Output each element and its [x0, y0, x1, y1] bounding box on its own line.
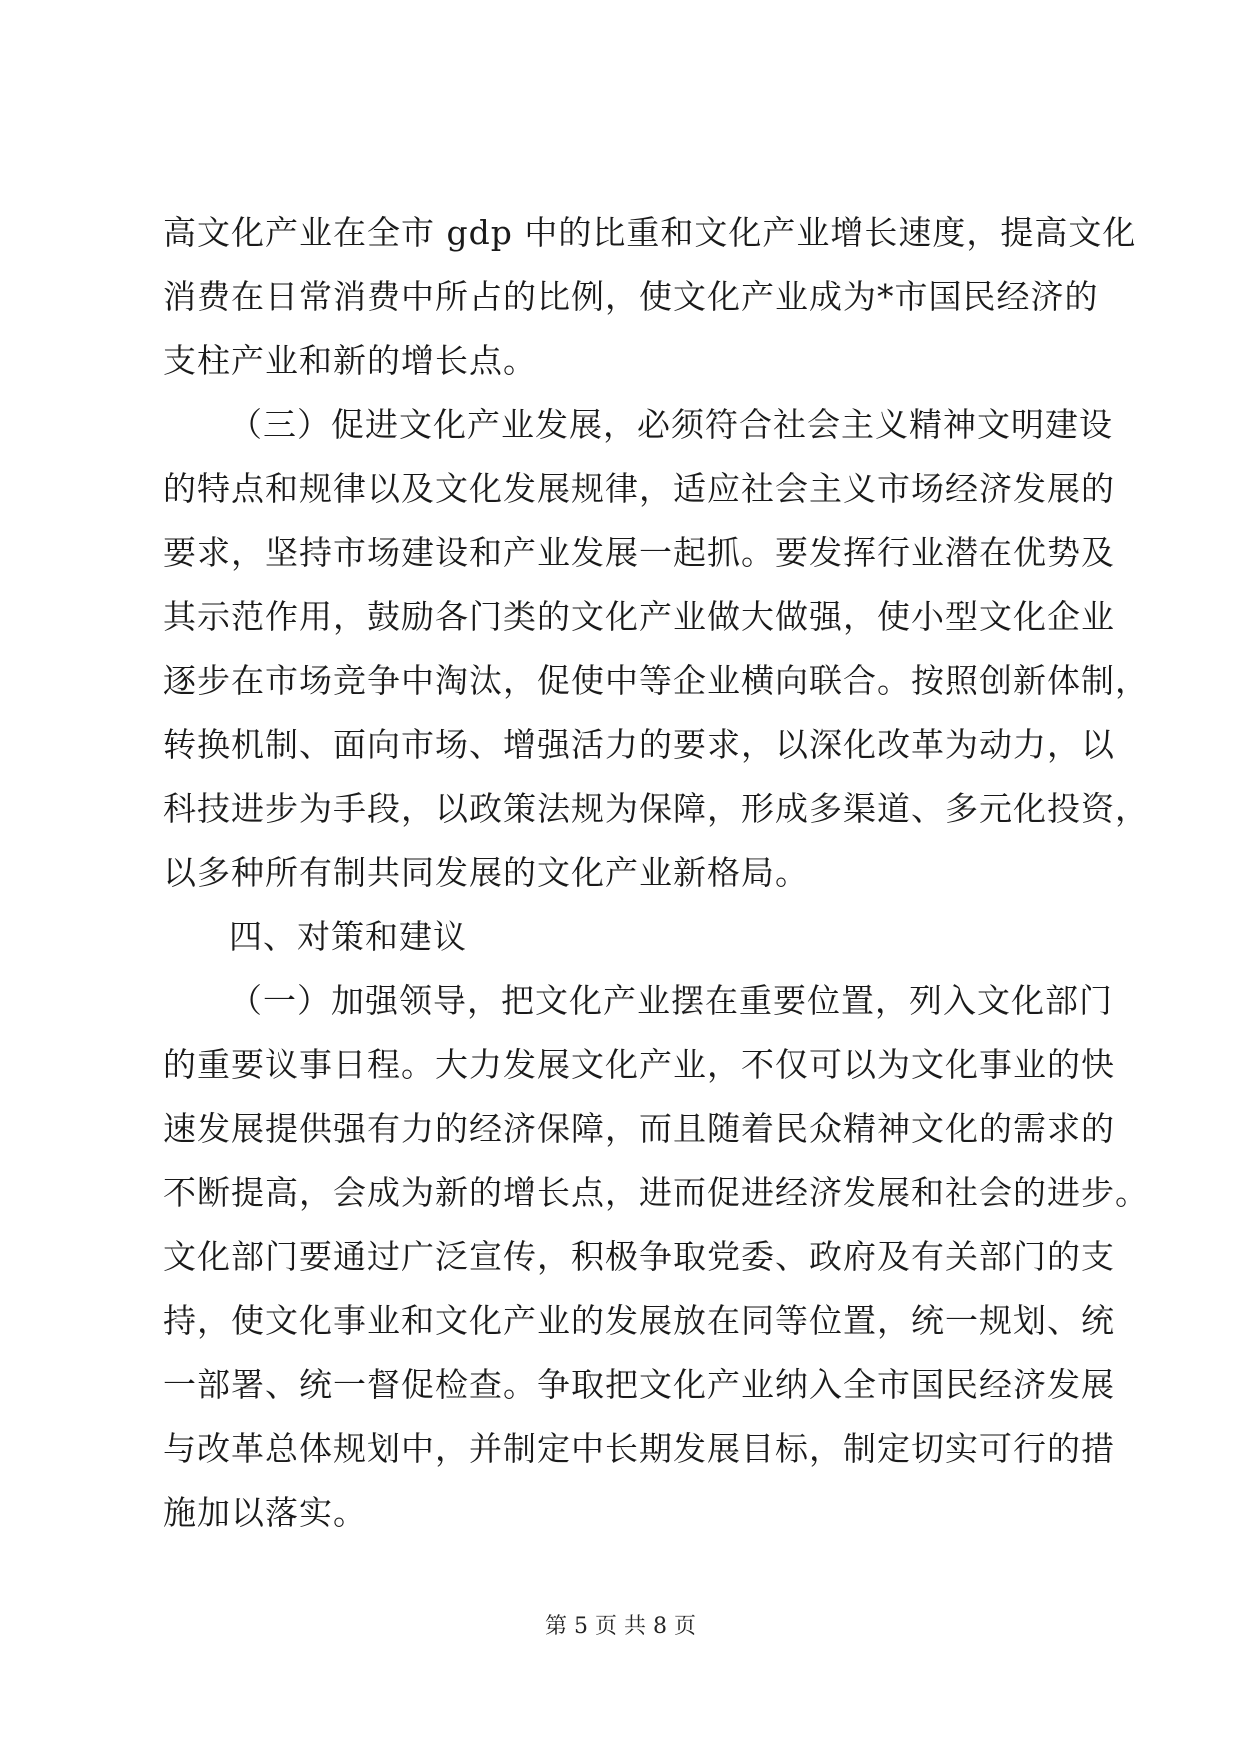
paragraph-line: 逐步在市场竞争中淘汰，促使中等企业横向联合。按照创新体制，	[163, 661, 1149, 700]
paragraph-line: 转换机制、面向市场、增强活力的要求，以深化改革为动力，以	[163, 725, 1115, 764]
paragraph-line: 与改革总体规划中，并制定中长期发展目标，制定切实可行的措	[163, 1429, 1115, 1468]
paragraph-line: 以多种所有制共同发展的文化产业新格局。	[163, 853, 809, 892]
paragraph-line: 的重要议事日程。大力发展文化产业，不仅可以为文化事业的快	[163, 1045, 1115, 1084]
paragraph-line: 科技进步为手段，以政策法规为保障，形成多渠道、多元化投资，	[163, 789, 1149, 828]
paragraph-line: 一部署、统一督促检查。争取把文化产业纳入全市国民经济发展	[163, 1365, 1115, 1404]
page-number-footer: 第 5 页 共 8 页	[545, 1614, 696, 1639]
paragraph-line: 消费在日常消费中所占的比例，使文化产业成为*市国民经济的	[163, 277, 1099, 316]
paragraph-line: 不断提高，会成为新的增长点，进而促进经济发展和社会的进步。	[163, 1173, 1149, 1212]
paragraph-line: 速发展提供强有力的经济保障，而且随着民众精神文化的需求的	[163, 1109, 1115, 1148]
paragraph-line: 高文化产业在全市 gdp 中的比重和文化产业增长速度，提高文化	[163, 213, 1137, 252]
paragraph-line: （三）促进文化产业发展，必须符合社会主义精神文明建设	[229, 405, 1113, 444]
paragraph-line: 持，使文化事业和文化产业的发展放在同等位置，统一规划、统	[163, 1301, 1115, 1340]
paragraph-line: 文化部门要通过广泛宣传，积极争取党委、政府及有关部门的支	[163, 1237, 1115, 1276]
paragraph-line: 其示范作用，鼓励各门类的文化产业做大做强，使小型文化企业	[163, 597, 1115, 636]
section-heading: 四、对策和建议	[229, 917, 467, 956]
paragraph-line: （一）加强领导，把文化产业摆在重要位置，列入文化部门	[229, 981, 1113, 1020]
paragraph-line: 支柱产业和新的增长点。	[163, 341, 537, 380]
paragraph-line: 的特点和规律以及文化发展规律，适应社会主义市场经济发展的	[163, 469, 1115, 508]
paragraph-line: 要求，坚持市场建设和产业发展一起抓。要发挥行业潜在优势及	[163, 533, 1115, 572]
paragraph-line: 施加以落实。	[163, 1493, 367, 1532]
